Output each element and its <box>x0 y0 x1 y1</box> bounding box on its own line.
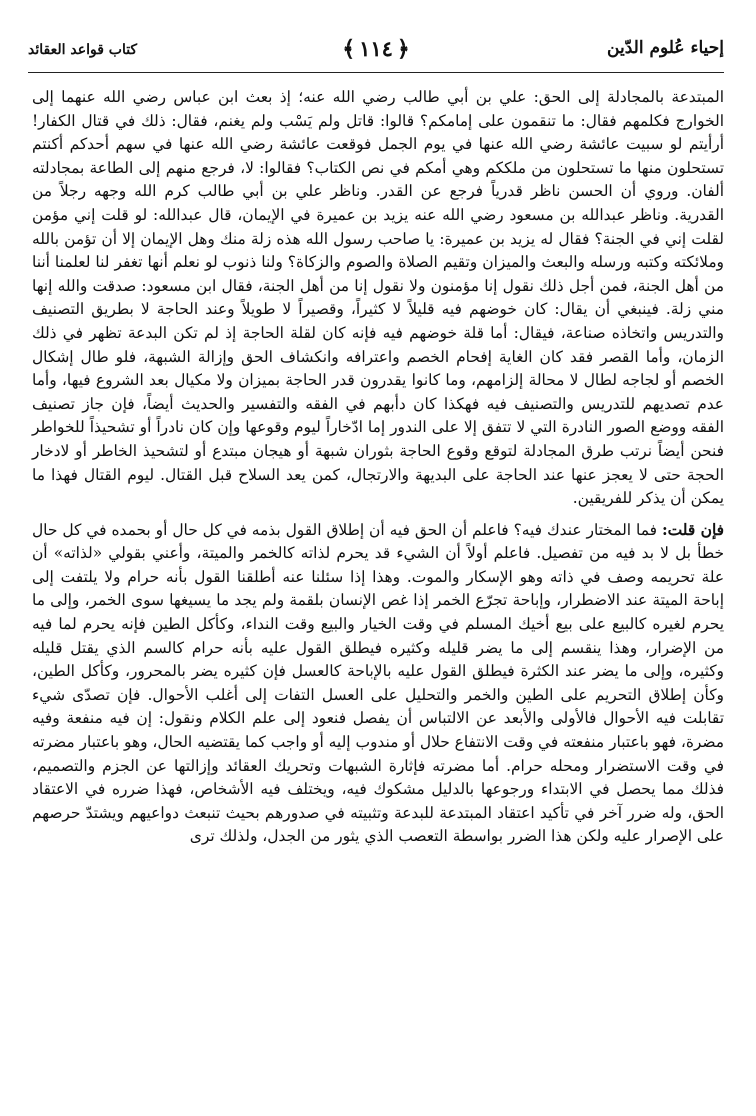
ornament-right-icon: ﴾ <box>342 36 356 62</box>
paragraph-1: المبتدعة بالمجادلة إلى الحق: علي بن أبي طالب رضي الله عنه؛ إذ بعث ابن عباس رضي الله عنهما إلى الخوارج فكلمهم فقال: ما تنقمون على إمامكم؟ قالوا: قاتل ولم يَسْب ولم يغنم، فقال: ذلك في قتال الكفار! أرأيتم لو سبيت عائشة رضي الله عنها في يوم الجمل فوقعت عائشة رضي الله عنها في سهم أحدكم أكنتم تستحلون منها ما تستحلون من ملككم وهي أمكم في نص الكتاب؟ فقالوا: لا، فرجع منهم إلى الطاعة بمجادلته ألفان. وروي أن الحسن ناظر قدرياً فرجع عن القدر. وناظر علي بن أبي طالب كرم الله وجهه رجلاً من القدرية. وناظر عبدالله بن مسعود رضي الله عنه يزيد بن عميرة في الإيمان، قال عبدالله: لو قلت إني مؤمن لقلت إني في الجنة؟ فقال له يزيد بن عميرة: يا صاحب رسول الله هذه زلة منك وهل الإيمان إلا أن تؤمن بالله وملائكته وكتبه ورسله والبعث والميزان وتقيم الصلاة والصوم والزكاة؟ ولنا ذنوب لو نعلم أنها تغفر لنا لعلمنا أننا من أهل الجنة، فمن أجل ذلك نقول إنا مؤمنون ولا نقول إنا من أهل الجنة، فقال ابن مسعود: صدقت والله إنها مني زلة. فينبغي أن يقال: كان خوضهم فيه قليلاً لا كثيراً، وقصيراً لا طويلاً وعند الحاجة لا بطريق التصنيف والتدريس واتخاذه صناعة، فيقال: أما قلة خوضهم فيه فإنه كان لقلة الحاجة إذ لم تكن البدعة تظهر في ذلك الزمان، وأما القصر فقد كان الغاية إفحام الخصم واعترافه وانكشاف الحق وإزالة الشبهة، فلو طال إشكال الخصم أو لجاجه لطال لا محالة إلزامهم، وما كانوا يقدرون قدر الحاجة بميزان ولا مكيال بعد الشروع فيها، وأما عدم تصديهم للتدريس والتصنيف فيه فهكذا كان دأبهم في الفقه والتفسير والحديث أيضاً، فإن جاز تصنيف الفقه ووضع الصور النادرة التي لا تتفق إلا على الندور إما ادّخاراً ليوم وقوعها وإن كان نادراً أو تشحيذاً للخواطر فنحن أيضاً نرتب طرق المجادلة لتوقع وقوع الحاجة بثوران شبهة أو هيجان مبتدع أو لتشحيذ الخاطر أو لادخار الحجة حتى لا يعجز عنها عند الحاجة على البديهة والارتجال، كمن يعد السلاح قبل القتال. ليوم القتال فهذا ما يمكن أن يذكر للفريقين. <box>32 88 724 508</box>
page-number-ornament <box>338 36 414 62</box>
page-number: ١١٤ <box>359 36 393 61</box>
chapter-title: كتاب قواعد العقائد <box>28 42 138 58</box>
paragraph-2-lead: فإن قلت: <box>661 520 724 539</box>
page-header <box>28 36 724 74</box>
header-divider <box>28 72 724 73</box>
ornament-left-icon: ﴿ <box>396 36 410 62</box>
page-body <box>32 86 724 849</box>
paragraph-2 <box>32 519 724 849</box>
paragraph-2-text: فما المختار عندك فيه؟ فاعلم أن الحق فيه أن إطلاق القول بذمه في كل حال أو بحمده في كل حال خطأ بل لا بد فيه من تفصيل. فاعلم أولاً أن الشيء قد يحرم لذاته كالخمر والميتة، وأعني بقولي «لذاته» أن علة تحريمه وصف في ذاته وهو الإسكار والموت. وهذا إذا سئلنا عنه أطلقنا القول بأنه حرام ولا يلتفت إلى إباحة الميتة عند الاضطرار، وإباحة تجرّع الخمر إذا غص الإنسان بلقمة ولم يجد ما يسيغها سوى الخمر، وإلى ما يحرم لغيره كالبيع على بيع أخيك المسلم في وقت الخيار والبيع وقت النداء، وكأكل الطين فإنه يحرم لما فيه من الإضرار، وهذا ينقسم إلى ما يضر قليله وكثيره فيطلق القول عليه بأنه حرام كالسم الذي يقتل قليله وكثيره، وإلى ما يضر عند الكثرة فيطلق القول عليه بالإباحة كالعسل فإن كثيره يضر بالمحرور، وكأكل الطين، وكأن إطلاق التحريم على الطين والخمر والتحليل على العسل التفات إلى أغلب الأحوال. فإن تصدّى شيء تقابلت فيه الأحوال فالأولى والأبعد عن الالتباس أن يفصل فنعود إلى علم الكلام ونقول: إن فيه منفعة وفيه مضرة، فهو باعتبار منفعته في وقت الانتفاع حلال أو مندوب إليه أو واجب كما يقتضيه الحال، وهو باعتبار مضرته في وقت الاستضرار ومحله حرام. أما مضرته فإثارة الشبهات وتحريك العقائد وإزالتها عن الجزم والتصميم، فذلك مما يحصل في الابتداء ورجوعها بالدليل مشكوك فيه، ويختلف فيه الأشخاص، فهذا ضرره في الاعتقاد الحق، وله ضرر آخر في تأكيد اعتقاد المبتدعة للبدعة وتثبيته في صدورهم بحيث تنبعث دواعيهم ويشتدّ حرصهم على الإصرار عليه ولكن هذا الضرر بواسطة التعصب الذي يثور من الجدل، ولذلك ترى <box>32 520 724 846</box>
book-title: إحياء عُلوم الدّين <box>607 38 724 58</box>
